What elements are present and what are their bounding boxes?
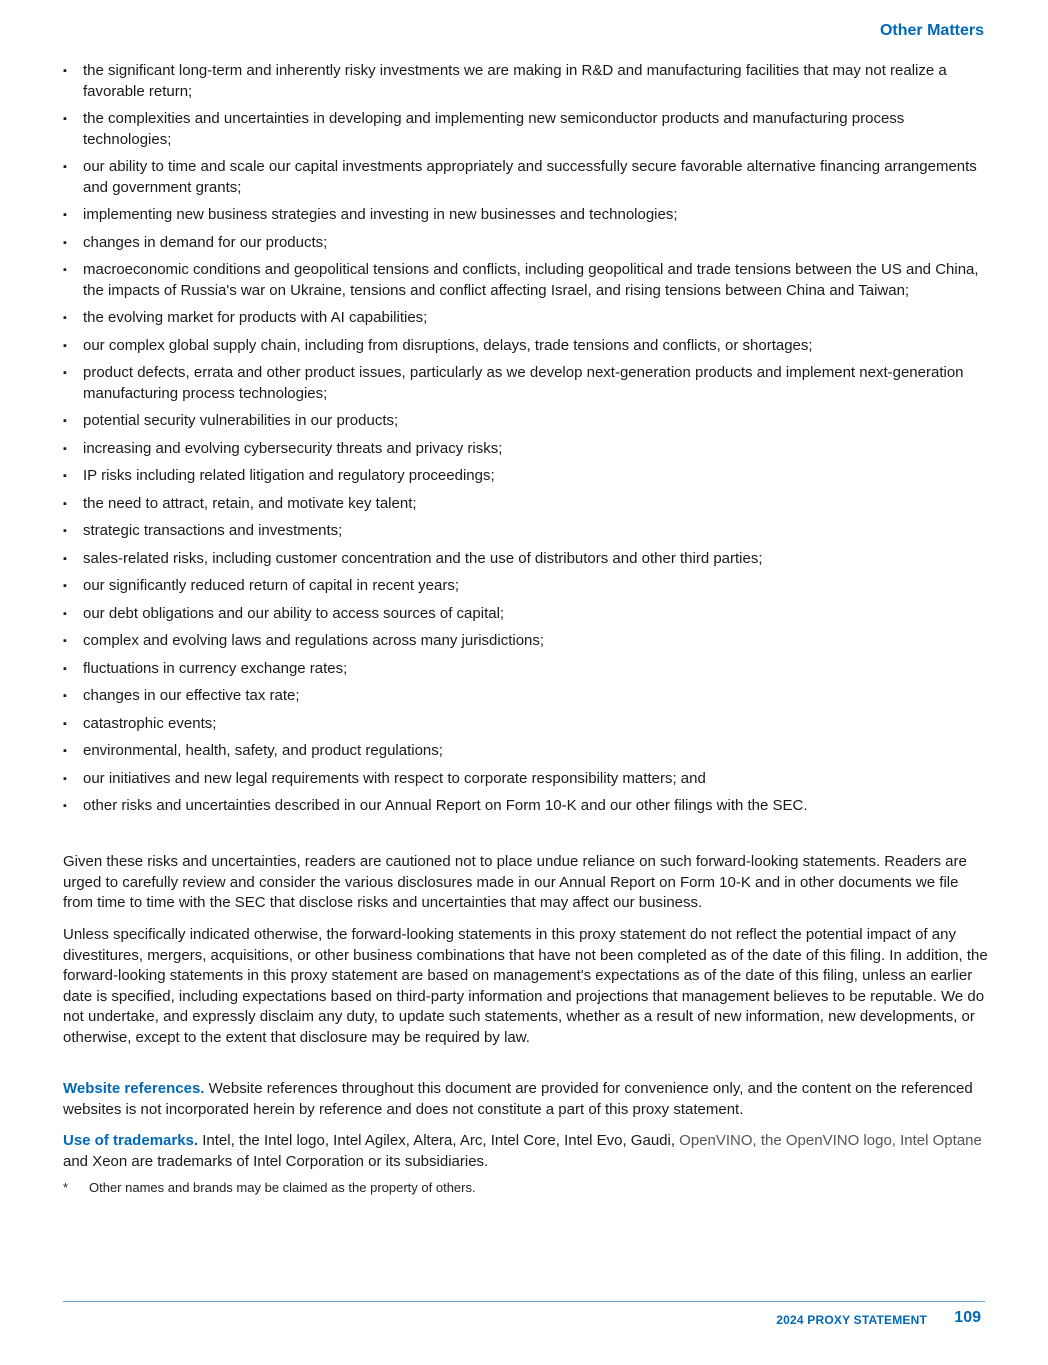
list-item-text: implementing new business strategies and investing in new businesses and technologies; <box>83 206 678 223</box>
list-item-text: our initiatives and new legal requirements with respect to corporate responsibility matters; and <box>83 769 706 787</box>
website-references-heading: Website references. <box>63 1080 205 1097</box>
list-item-text: our ability to time and scale our capital investments appropriately and successfully secure favorable alternative financing arrangements and government grants; <box>83 158 977 196</box>
bullet-marker: ▪ <box>63 580 67 592</box>
list-item <box>63 109 988 150</box>
bullet-marker: ▪ <box>63 264 67 276</box>
bullet-marker: ▪ <box>63 312 67 324</box>
bullet-marker: ▪ <box>63 65 67 77</box>
paragraph-trademarks <box>63 1131 988 1172</box>
list-item <box>63 308 988 329</box>
list-item-text: our debt obligations and our ability to access sources of capital; <box>83 604 505 622</box>
bullet-marker: ▪ <box>63 800 67 812</box>
list-item-text: the need to attract, retain, and motivate key talent; <box>83 494 417 512</box>
list-item <box>63 61 988 102</box>
bullet-marker: ▪ <box>63 367 67 379</box>
list-item <box>63 233 988 254</box>
trademarks-text-2: and Xeon are trademarks of Intel Corporation or its subsidiaries. <box>63 1152 489 1170</box>
list-item <box>63 686 988 707</box>
list-item-text: catastrophic events; <box>83 714 217 732</box>
trademarks-text-grey: OpenVINO, the OpenVINO logo, Intel Optane <box>679 1132 982 1149</box>
trademarks-text-1: Intel, the Intel logo, Intel Agilex, Altera, Arc, Intel Core, Intel Evo, Gaudi, <box>202 1132 675 1149</box>
list-item <box>63 494 988 515</box>
list-item-text: the complexities and uncertainties in developing and implementing new semiconductor products and manufacturing process technologies; <box>83 110 905 148</box>
list-item <box>63 576 988 597</box>
list-item <box>63 157 988 198</box>
list-item <box>63 521 988 542</box>
section-title: Other Matters <box>879 22 984 39</box>
list-item <box>63 205 988 226</box>
list-item <box>63 631 988 652</box>
paragraph-caution: Given these risks and uncertainties, readers are cautioned not to place undue reliance on such forward-looking statements. Readers are urged to carefully review and consider the various disclosures made in our Annual Report on Form 10-K and in other documents we file from time to time with the SEC that disclose risks and uncertainties that may affect our business. <box>63 853 967 912</box>
list-item <box>63 363 988 404</box>
list-item-text: IP risks including related litigation and regulatory proceedings; <box>83 467 495 484</box>
bullet-marker: ▪ <box>63 745 67 757</box>
risk-factor-list <box>63 61 988 824</box>
list-item-text: changes in demand for our products; <box>83 233 328 251</box>
bullet-marker: ▪ <box>63 552 67 565</box>
bullet-marker: ▪ <box>63 236 67 249</box>
website-references-text: Website references throughout this document are provided for convenience only, and the content on the referenced websites is not incorporated herein by reference and does not constitute a part of this proxy statement. <box>63 1080 973 1118</box>
list-item <box>63 604 988 625</box>
list-item <box>63 549 988 570</box>
paragraph-forward-looking: Unless specifically indicated otherwise, the forward-looking statements in this proxy statement do not reflect the potential impact of any divestitures, mergers, acquisitions, or other business combinations that have not been completed as of the date of this filing. In addition, the forward-looking statements in this proxy statement are based on management's expectations as of the date of this filing, unless an earlier date is specified, including expectations based on third-party information and projections that management believes to be reputable. We do not undertake, and expressly disclaim any duty, to update such statements, whether as a result of new information, new developments, or otherwise, except to the extent that disclosure may be required by law. <box>63 926 988 1046</box>
list-item-text: product defects, errata and other product issues, particularly as we develop next-generation products and implement next-generation manufacturing process technologies; <box>83 364 964 402</box>
paragraph-website-references <box>63 1079 988 1120</box>
list-item <box>63 741 988 762</box>
list-item-text: other risks and uncertainties described in our Annual Report on Form 10-K and our other filings with the SEC. <box>83 797 808 814</box>
bullet-marker: ▪ <box>63 470 67 482</box>
list-item-text: our significantly reduced return of capital in recent years; <box>83 577 460 594</box>
footer-label: 2024 PROXY STATEMENT <box>776 1313 927 1327</box>
list-item <box>63 411 988 432</box>
footer-divider <box>63 1301 985 1302</box>
bullet-marker: ▪ <box>63 442 67 455</box>
bullet-marker: ▪ <box>63 717 67 730</box>
trademarks-heading: Use of trademarks. <box>63 1132 199 1149</box>
list-item <box>63 439 988 460</box>
list-item-text: complex and evolving laws and regulations across many jurisdictions; <box>83 632 545 649</box>
footnote-text: Other names and brands may be claimed as the property of others. <box>89 1180 476 1195</box>
list-item <box>63 769 988 790</box>
list-item-text: strategic transactions and investments; <box>83 522 343 539</box>
list-item-text: macroeconomic conditions and geopolitical tensions and conflicts, including geopolitical and trade tensions between the US and China, the impacts of Russia's war on Ukraine, tensions and conflict affecting Israel, and rising tensions between China and Taiwan; <box>83 261 979 299</box>
list-item-text: the evolving market for products with AI capabilities; <box>83 309 428 326</box>
list-item-text: environmental, health, safety, and product regulations; <box>83 742 443 759</box>
list-item <box>63 466 988 487</box>
list-item-text: potential security vulnerabilities in our products; <box>83 412 399 429</box>
list-item-text: the significant long-term and inherently risky investments we are making in R&D and manufacturing facilities that may not realize a favorable return; <box>83 62 947 100</box>
bullet-marker: ▪ <box>63 607 67 620</box>
bullet-marker: ▪ <box>63 690 67 702</box>
bullet-marker: ▪ <box>63 339 67 352</box>
bullet-marker: ▪ <box>63 415 67 427</box>
list-item-text: sales-related risks, including customer concentration and the use of distributors and other third parties; <box>83 549 763 567</box>
list-item-text: fluctuations in currency exchange rates; <box>83 659 348 677</box>
list-item <box>63 659 988 680</box>
list-item <box>63 336 988 357</box>
footnote <box>63 1180 476 1195</box>
bullet-marker: ▪ <box>63 525 67 537</box>
bullet-marker: ▪ <box>63 113 67 125</box>
list-item <box>63 260 988 301</box>
page-number: 109 <box>954 1309 981 1326</box>
list-item <box>63 796 988 817</box>
footnote-marker: * <box>63 1180 69 1195</box>
bullet-marker: ▪ <box>63 772 67 785</box>
list-item-text: increasing and evolving cybersecurity threats and privacy risks; <box>83 439 503 457</box>
list-item <box>63 714 988 735</box>
bullet-marker: ▪ <box>63 662 67 675</box>
bullet-marker: ▪ <box>63 635 67 647</box>
bullet-marker: ▪ <box>63 497 67 510</box>
bullet-marker: ▪ <box>63 161 67 173</box>
list-item-text: changes in our effective tax rate; <box>83 687 300 704</box>
bullet-marker: ▪ <box>63 209 67 221</box>
list-item-text: our complex global supply chain, including from disruptions, delays, trade tensions and conflicts, or shortages; <box>83 336 813 354</box>
